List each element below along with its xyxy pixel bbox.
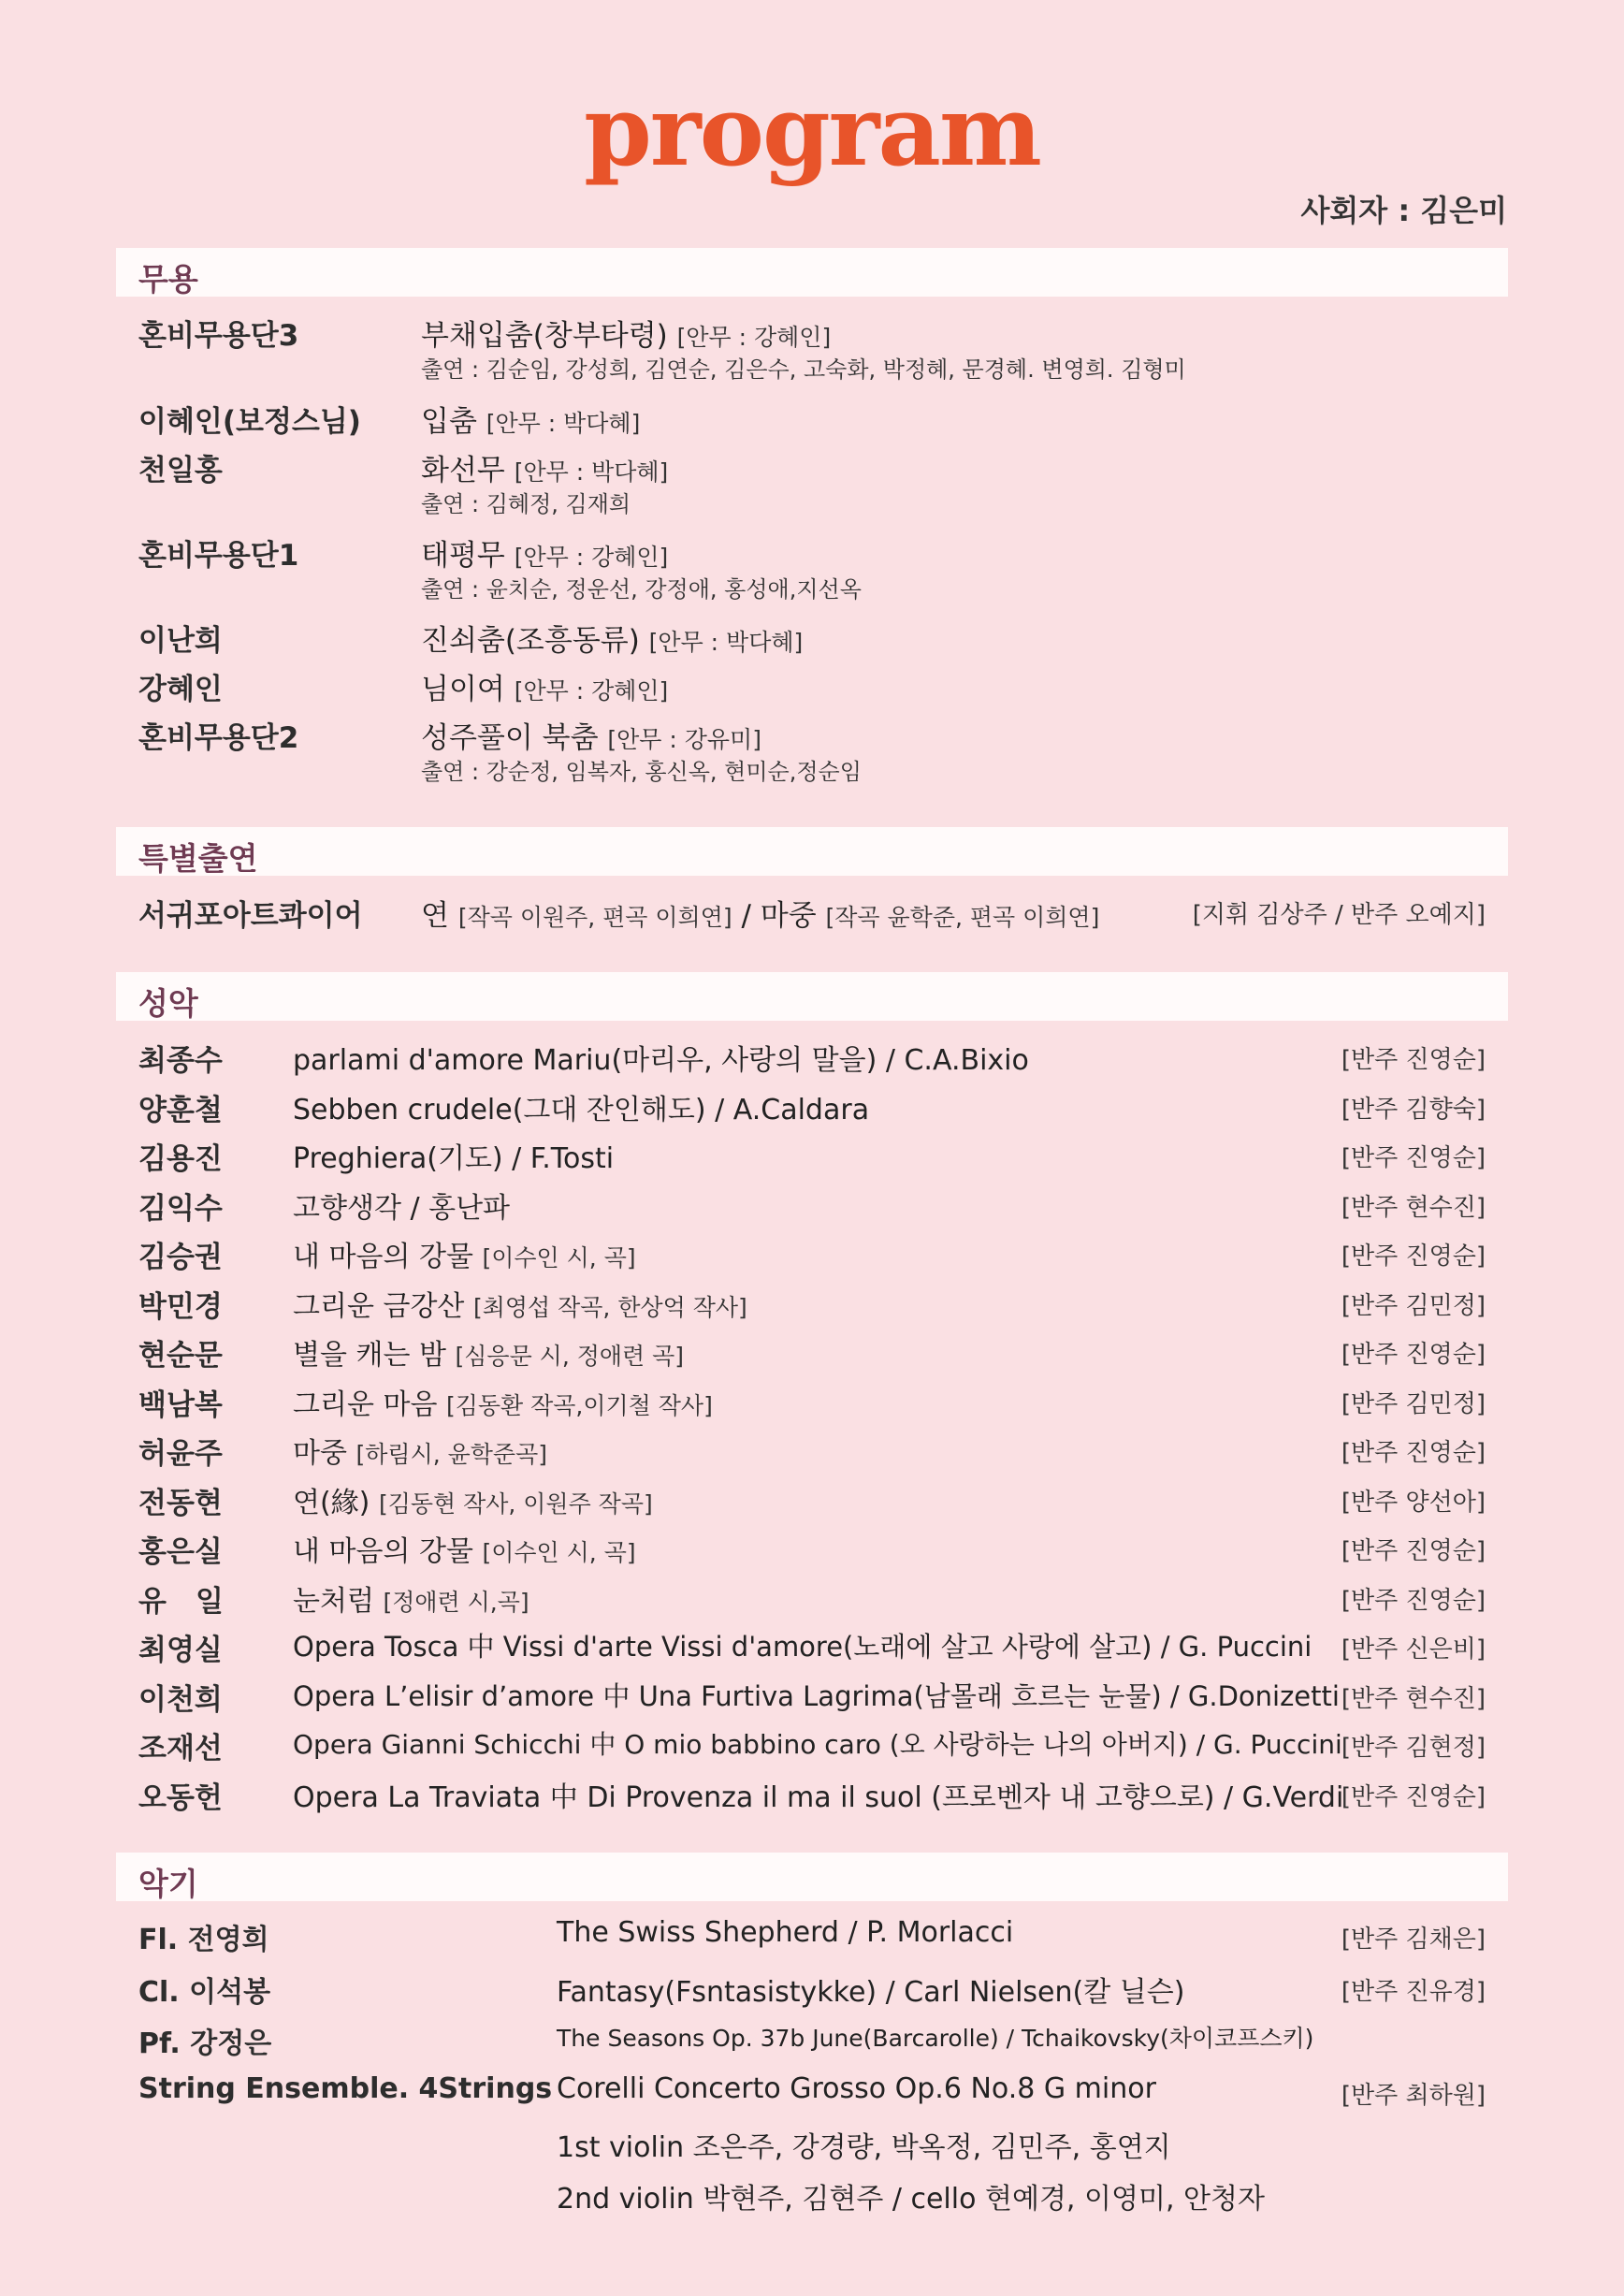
accompanist: [반주 진유경] <box>1341 1977 1486 2006</box>
work-name: 고향생각 / 홍난파 <box>293 1191 511 1225</box>
accompanist: [반주 진영순] <box>1341 1341 1486 1369</box>
section-header-instrument <box>116 1853 1508 1901</box>
performer-name: 최종수 <box>138 1044 223 1078</box>
program-row <box>0 1135 1624 1176</box>
work-credit: [작곡 이원주, 편곡 이희연] <box>457 904 732 931</box>
program-row <box>0 665 1624 706</box>
program-row <box>0 1479 1624 1520</box>
accompanist: [반주 신은비] <box>1341 1635 1486 1664</box>
cast-list: 출연 : 김순임, 강성희, 김연순, 김은수, 고숙화, 박정혜, 문경혜. 변영희. 김형미 <box>421 356 1186 383</box>
section-title: 특별출연 <box>138 840 258 877</box>
work-title <box>293 1381 713 1422</box>
work-name: Opera L’elisir d’amore 中 Una Furtiva Lagrima(남몰래 흐르는 눈물) / G.Donizetti <box>293 1679 1340 1712</box>
program-row <box>0 1577 1624 1619</box>
accompanist: [반주 김채은] <box>1341 1925 1486 1954</box>
work-name: 입춤 <box>421 405 477 439</box>
program-row <box>0 2020 1624 2060</box>
work-title <box>293 1528 636 1569</box>
work-title <box>293 1479 653 1520</box>
performer-name: 백남복 <box>138 1388 223 1422</box>
section-title: 악기 <box>138 1866 198 1902</box>
program-row <box>0 398 1624 439</box>
work-credit: [김동현 작사, 이원주 작곡] <box>378 1489 653 1518</box>
program-row <box>0 1184 1624 1226</box>
work-title <box>421 446 668 488</box>
work-credit: [김동환 작곡,이기철 작사] <box>445 1391 713 1419</box>
work-credit: [심응문 시, 정애련 곡] <box>455 1343 685 1370</box>
accompanist: [반주 현수진] <box>1341 1684 1486 1713</box>
performer-name: String Ensemble. 4Strings <box>138 2071 553 2105</box>
program-row <box>0 714 1624 785</box>
work-name: Sebben crudele(그대 잔인해도) / A.Caldara <box>293 1093 870 1126</box>
work-title <box>293 1724 1342 1762</box>
work-title: Fantasy(Fsntasistykke) / Carl Nielsen(칼 닐슨) <box>557 1975 1185 2009</box>
program-row <box>0 617 1624 658</box>
choreographer-credit: [안무 : 박다혜] <box>486 410 641 437</box>
program-row <box>0 1528 1624 1569</box>
work-part: / 마중 <box>741 899 817 933</box>
work-name: 화선무 <box>421 454 505 487</box>
work-name: 그리운 금강산 <box>293 1289 465 1323</box>
program-row <box>0 1724 1624 1766</box>
performer-name: 혼비무용단1 <box>138 539 299 573</box>
program-row <box>0 1331 1624 1373</box>
choreographer-credit: [안무 : 박다혜] <box>648 629 804 656</box>
accompanist: [반주 진영순] <box>1341 1537 1486 1565</box>
performer-name: 혼비무용단3 <box>138 319 299 353</box>
work-name: Opera Tosca 中 Vissi d'arte Vissi d'amore(노래에 살고 사랑에 살고) / G. Puccini <box>293 1631 1312 1663</box>
work-title: Corelli Concerto Grosso Op.6 No.8 G minor <box>557 2071 1156 2105</box>
program-row <box>0 1233 1624 1274</box>
section-title: 무용 <box>138 261 198 298</box>
performer-name: 김승권 <box>138 1241 223 1274</box>
accompanist: [반주 진영순] <box>1341 1144 1486 1172</box>
work-title <box>293 1283 747 1324</box>
program-row <box>0 1086 1624 1127</box>
program-row <box>0 1037 1624 1078</box>
accompanist: [반주 양선아] <box>1341 1488 1486 1517</box>
work-title: The Seasons Op. 37b June(Barcarolle) / Tchaikovsky(차이코프스키) <box>557 2025 1314 2052</box>
work-name: 별을 캐는 밤 <box>293 1339 446 1372</box>
work-credit: [작곡 윤학준, 편곡 이희연] <box>825 904 1100 931</box>
program-row <box>0 1774 1624 1815</box>
work-title <box>293 1233 636 1274</box>
performer-name: 오동헌 <box>138 1780 223 1815</box>
work-title <box>293 1626 1312 1664</box>
work-name: 내 마음의 강물 <box>293 1241 473 1273</box>
section-header-dance <box>116 248 1508 297</box>
performer-name: 강혜인 <box>138 673 223 706</box>
performer-name: 혼비무용단2 <box>138 721 299 755</box>
program-row <box>0 1676 1624 1717</box>
program-row <box>0 1381 1624 1422</box>
performer-name: Fl. 전영희 <box>138 1924 269 1956</box>
choreographer-credit: [안무 : 강혜인] <box>676 324 832 351</box>
program-row <box>0 446 1624 517</box>
performer-name: 김익수 <box>138 1191 223 1226</box>
accompanist: [반주 진영순] <box>1341 1046 1486 1074</box>
performer-name: Cl. 이석봉 <box>138 1975 271 2009</box>
ensemble-members: 2nd violin 박현주, 김현주 / cello 현예경, 이영미, 안청자 <box>557 2183 1265 2216</box>
work-name: 그리운 마음 <box>293 1388 438 1421</box>
work-name: 눈처럼 <box>293 1584 374 1618</box>
cast-list: 출연 : 강순정, 임복자, 홍신옥, 현미순,정순임 <box>421 759 862 785</box>
choreographer-credit: [안무 : 강혜인] <box>514 544 669 571</box>
performer-name: 최영실 <box>138 1634 223 1667</box>
cast-list: 출연 : 김혜정, 김재희 <box>421 491 631 517</box>
performer-name: 이혜인(보정스님) <box>138 405 361 439</box>
performer-name: 이천희 <box>138 1682 223 1717</box>
work-name: 내 마음의 강물 <box>293 1535 473 1568</box>
choreographer-credit: [안무 : 박다혜] <box>514 458 669 486</box>
work-title <box>421 665 668 707</box>
work-name: 님이여 <box>421 673 505 706</box>
work-name: Preghiera(기도) / F.Tosti <box>293 1142 615 1175</box>
work-title <box>293 1086 869 1127</box>
ensemble-members: 1st violin 조은주, 강경량, 박옥정, 김민주, 홍연지 <box>557 2131 1171 2164</box>
work-credit: [하림시, 윤학준곡] <box>355 1441 547 1468</box>
work-title <box>421 617 803 659</box>
program-row <box>0 1430 1624 1471</box>
accompanist: [반주 진영순] <box>1341 1242 1486 1271</box>
performer-name: 김용진 <box>138 1142 223 1176</box>
mc-label: 사회자 : 김은미 <box>1300 193 1507 228</box>
section-title: 성악 <box>138 985 198 1022</box>
performer-name: 이난희 <box>138 624 223 658</box>
accompanist: [반주 진영순] <box>1341 1586 1486 1615</box>
work-name: 마중 <box>293 1437 347 1470</box>
work-title <box>293 1037 1029 1078</box>
work-title <box>421 892 1099 934</box>
performer-name: 홍은실 <box>138 1535 223 1569</box>
page-title: program <box>584 73 1040 188</box>
work-name: 부채입춤(창부타령) <box>421 319 668 353</box>
program-row <box>0 2072 1624 2110</box>
work-title <box>421 531 668 574</box>
work-credit: [최영섭 작곡, 한상억 작사] <box>472 1293 747 1321</box>
work-name: 성주풀이 북춤 <box>421 721 599 755</box>
work-part: 연 <box>421 899 449 933</box>
performer-name: 서귀포아트콰이어 <box>138 899 363 933</box>
work-title <box>293 1331 684 1373</box>
work-title <box>293 1676 1340 1714</box>
accompanist: [반주 김민정] <box>1341 1389 1486 1418</box>
accompanist: [반주 최하원] <box>1341 2081 1486 2110</box>
work-name: 진쇠춤(조흥동류) <box>421 624 640 658</box>
work-name: 연(緣) <box>293 1486 370 1519</box>
performer-name: 양훈철 <box>138 1093 223 1127</box>
accompanist: [반주 김현정] <box>1341 1734 1486 1762</box>
program-row <box>0 1916 1624 1954</box>
program-row <box>0 1626 1624 1667</box>
work-title <box>421 398 640 440</box>
program-row <box>0 531 1624 603</box>
work-name: Opera La Traviata 中 Di Provenza il ma il suol (프로벤자 내 고향으로) / G.Verdi <box>293 1780 1344 1814</box>
work-title <box>421 714 761 756</box>
accompanist: [지휘 김상주 / 반주 오예지] <box>1192 901 1486 929</box>
special-row <box>0 892 1624 933</box>
accompanist: [반주 진영순] <box>1341 1782 1486 1811</box>
accompanist: [반주 현수진] <box>1341 1193 1486 1222</box>
cast-list: 출연 : 윤치순, 정운선, 강정애, 홍성애,지선옥 <box>421 576 862 603</box>
accompanist: [반주 김향숙] <box>1341 1095 1486 1124</box>
work-name: Opera Gianni Schicchi 中 O mio babbino caro (오 사랑하는 나의 아버지) / G. Puccini <box>293 1729 1342 1760</box>
work-title <box>293 1577 529 1619</box>
accompanist: [반주 진영순] <box>1341 1439 1486 1467</box>
work-title: The Swiss Shepherd / P. Morlacci <box>557 1916 1014 1949</box>
performer-name: 박민경 <box>138 1289 223 1324</box>
work-title <box>293 1135 614 1176</box>
program-row <box>0 312 1624 383</box>
work-name: 태평무 <box>421 539 505 573</box>
program-row <box>0 1969 1624 2009</box>
choreographer-credit: [안무 : 강혜인] <box>514 677 669 705</box>
work-title <box>293 1774 1343 1815</box>
work-credit: [정애련 시,곡] <box>383 1588 529 1616</box>
performer-name: 유 일 <box>138 1584 224 1619</box>
work-credit: [이수인 시, 곡] <box>482 1539 636 1566</box>
performer-name: 현순문 <box>138 1339 223 1373</box>
performer-name: 천일홍 <box>138 454 223 487</box>
section-header-vocal <box>116 972 1508 1021</box>
work-credit: [이수인 시, 곡] <box>482 1244 636 1272</box>
work-name: parlami d'amore Mariu(마리우, 사랑의 말을) / C.A.Bixio <box>293 1044 1029 1077</box>
accompanist: [반주 김민정] <box>1341 1291 1486 1320</box>
choreographer-credit: [안무 : 강유미] <box>607 726 761 753</box>
work-title <box>293 1184 510 1226</box>
section-header-special <box>116 827 1508 876</box>
performer-name: 허윤주 <box>138 1437 223 1471</box>
performer-name: Pf. 강정은 <box>138 2027 272 2060</box>
performer-name: 조재선 <box>138 1732 223 1766</box>
program-row <box>0 1283 1624 1324</box>
performer-name: 전동현 <box>138 1486 223 1520</box>
work-title <box>421 312 831 354</box>
work-title <box>293 1430 547 1471</box>
